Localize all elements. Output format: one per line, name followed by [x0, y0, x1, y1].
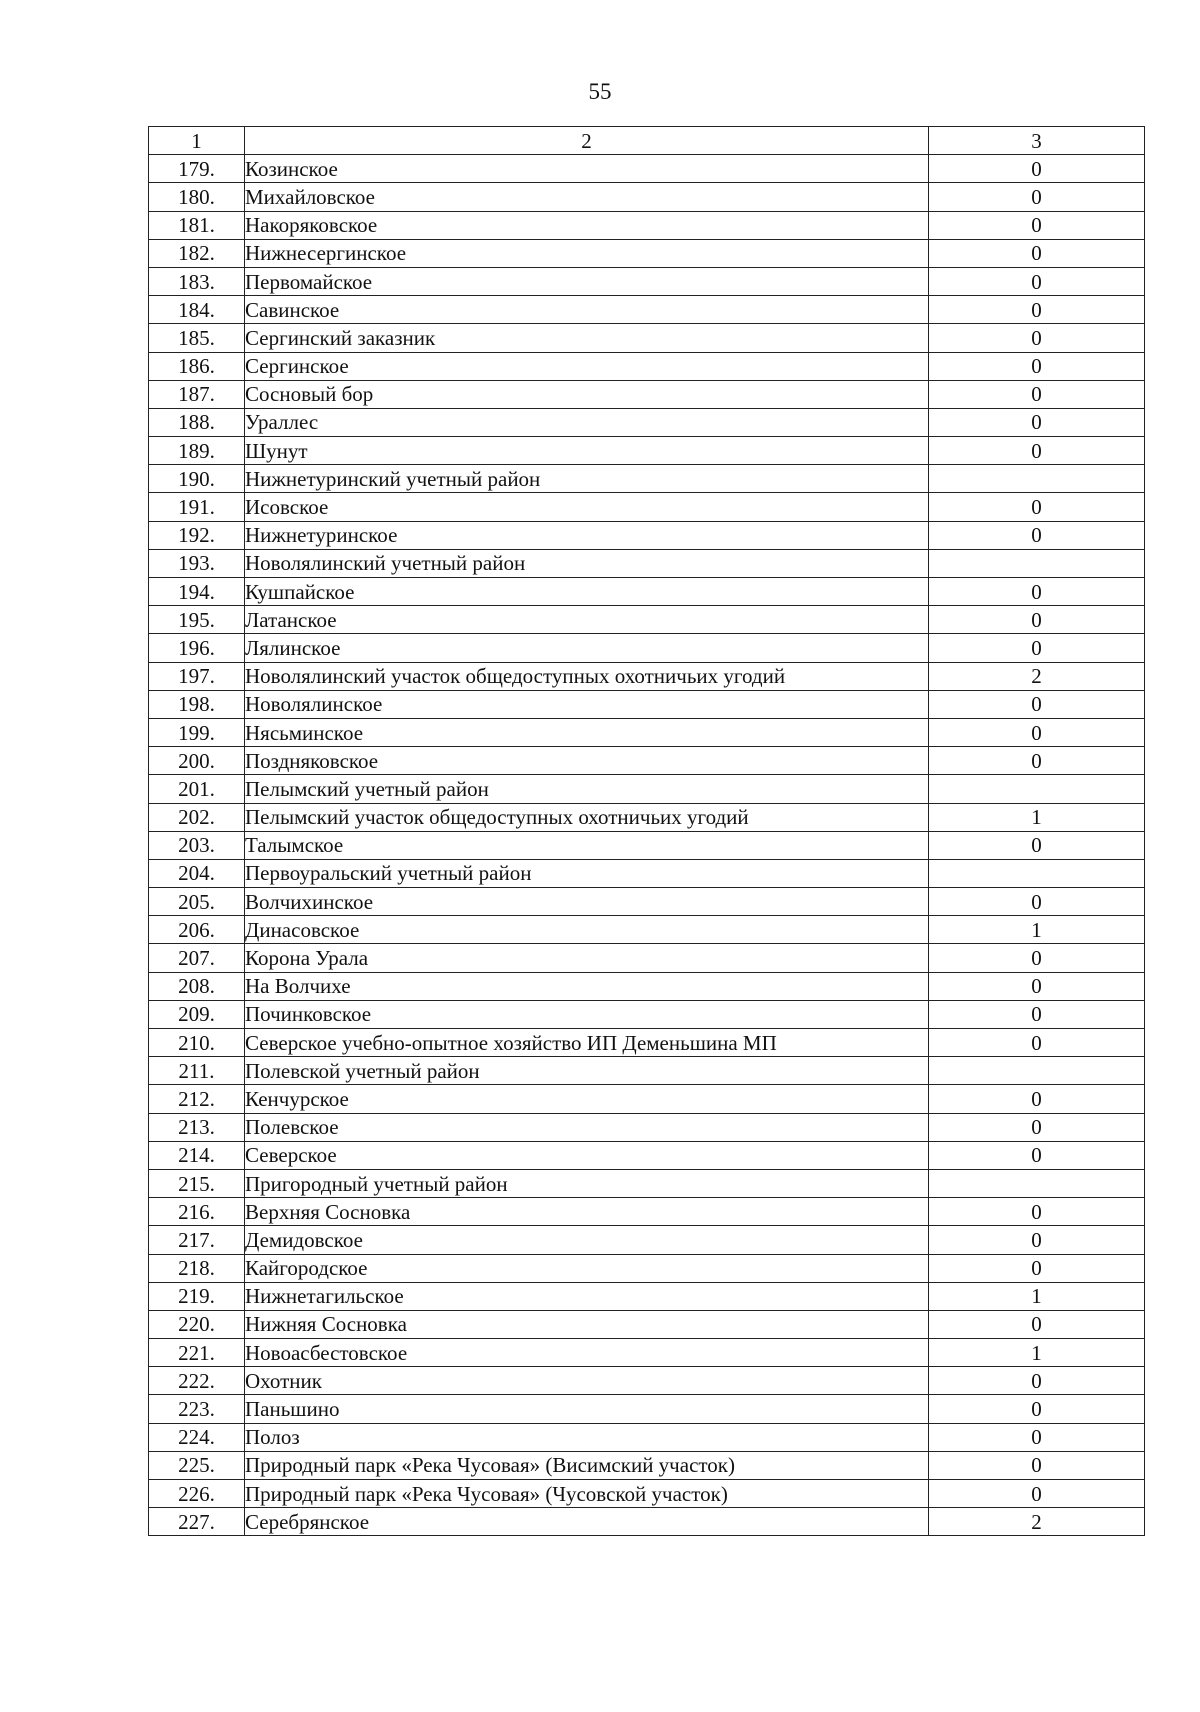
- table-row: [149, 1339, 1145, 1367]
- row-number-cell: 201.: [149, 775, 245, 803]
- row-name-cell: Пригородный учетный район: [245, 1169, 929, 1197]
- row-value-cell: 0: [929, 1198, 1145, 1226]
- row-value-cell: 0: [929, 267, 1145, 295]
- row-number-cell: 183.: [149, 267, 245, 295]
- row-name-cell: Кайгородское: [245, 1254, 929, 1282]
- row-value-cell: 0: [929, 1395, 1145, 1423]
- table-row: [149, 267, 1145, 295]
- table-row: [149, 1226, 1145, 1254]
- row-name-cell: Северское: [245, 1141, 929, 1169]
- row-name-cell: Козинское: [245, 155, 929, 183]
- row-name-cell: Полоз: [245, 1423, 929, 1451]
- row-name-cell: Северское учебно-опытное хозяйство ИП Деменьшина МП: [245, 1029, 929, 1057]
- row-number-cell: 216.: [149, 1198, 245, 1226]
- table-row: [149, 916, 1145, 944]
- row-number-cell: 208.: [149, 972, 245, 1000]
- table-row: [149, 1057, 1145, 1085]
- row-name-cell: Волчихинское: [245, 888, 929, 916]
- row-number-cell: 224.: [149, 1423, 245, 1451]
- row-value-cell: 0: [929, 408, 1145, 436]
- row-number-cell: 214.: [149, 1141, 245, 1169]
- row-value-cell: 0: [929, 1000, 1145, 1028]
- row-number-cell: 191.: [149, 493, 245, 521]
- row-value-cell: 0: [929, 1113, 1145, 1141]
- table-row: [149, 944, 1145, 972]
- table-row: [149, 437, 1145, 465]
- row-value-cell: [929, 465, 1145, 493]
- row-value-cell: [929, 859, 1145, 887]
- row-number-cell: 215.: [149, 1169, 245, 1197]
- row-name-cell: Сосновый бор: [245, 380, 929, 408]
- table-row: [149, 1451, 1145, 1479]
- row-value-cell: 0: [929, 1029, 1145, 1057]
- row-number-cell: 211.: [149, 1057, 245, 1085]
- row-value-cell: 0: [929, 296, 1145, 324]
- row-value-cell: 0: [929, 747, 1145, 775]
- row-value-cell: 0: [929, 972, 1145, 1000]
- row-name-cell: Шунут: [245, 437, 929, 465]
- row-value-cell: 0: [929, 1085, 1145, 1113]
- row-number-cell: 225.: [149, 1451, 245, 1479]
- table-row: [149, 380, 1145, 408]
- row-value-cell: 0: [929, 352, 1145, 380]
- row-value-cell: 2: [929, 1508, 1145, 1536]
- row-number-cell: 226.: [149, 1480, 245, 1508]
- row-name-cell: Нижнетуринское: [245, 521, 929, 549]
- row-name-cell: Первомайское: [245, 267, 929, 295]
- row-name-cell: Новолялинское: [245, 690, 929, 718]
- table-row: [149, 1169, 1145, 1197]
- row-name-cell: Накоряковское: [245, 211, 929, 239]
- table-row: [149, 183, 1145, 211]
- row-value-cell: [929, 1057, 1145, 1085]
- data-table: [148, 126, 1145, 1536]
- table-row: [149, 211, 1145, 239]
- table-body: [149, 127, 1145, 1536]
- row-name-cell: Пелымский учетный район: [245, 775, 929, 803]
- row-name-cell: Нижняя Сосновка: [245, 1310, 929, 1338]
- row-number-cell: 184.: [149, 296, 245, 324]
- table-row: [149, 1085, 1145, 1113]
- row-number-cell: 189.: [149, 437, 245, 465]
- row-name-cell: Ураллес: [245, 408, 929, 436]
- table-row: [149, 1508, 1145, 1536]
- row-name-cell: Сергинский заказник: [245, 324, 929, 352]
- row-name-cell: Новоасбестовское: [245, 1339, 929, 1367]
- row-number-cell: 179.: [149, 155, 245, 183]
- table-row: [149, 662, 1145, 690]
- row-name-cell: Михайловское: [245, 183, 929, 211]
- row-value-cell: 0: [929, 1480, 1145, 1508]
- row-value-cell: 0: [929, 437, 1145, 465]
- table-row: [149, 634, 1145, 662]
- row-name-cell: Пелымский участок общедоступных охотничьих угодий: [245, 803, 929, 831]
- table-row: [149, 324, 1145, 352]
- row-number-cell: 198.: [149, 690, 245, 718]
- row-name-cell: Поздняковское: [245, 747, 929, 775]
- column-header-name: 2: [245, 127, 929, 155]
- row-value-cell: 0: [929, 211, 1145, 239]
- row-value-cell: 0: [929, 380, 1145, 408]
- row-number-cell: 187.: [149, 380, 245, 408]
- row-name-cell: Савинское: [245, 296, 929, 324]
- page-number: 55: [588, 79, 612, 104]
- row-name-cell: Паньшино: [245, 1395, 929, 1423]
- row-name-cell: Первоуральский учетный район: [245, 859, 929, 887]
- row-name-cell: Корона Урала: [245, 944, 929, 972]
- row-value-cell: 0: [929, 1254, 1145, 1282]
- row-number-cell: 207.: [149, 944, 245, 972]
- table-row: [149, 690, 1145, 718]
- row-number-cell: 203.: [149, 831, 245, 859]
- row-value-cell: 0: [929, 155, 1145, 183]
- table-row: [149, 803, 1145, 831]
- row-value-cell: 0: [929, 1226, 1145, 1254]
- row-name-cell: Охотник: [245, 1367, 929, 1395]
- row-number-cell: 199.: [149, 718, 245, 746]
- row-number-cell: 204.: [149, 859, 245, 887]
- row-value-cell: 1: [929, 1339, 1145, 1367]
- table-row: [149, 578, 1145, 606]
- row-name-cell: Природный парк «Река Чусовая» (Висимский участок): [245, 1451, 929, 1479]
- table-row: [149, 859, 1145, 887]
- row-number-cell: 195.: [149, 606, 245, 634]
- row-number-cell: 217.: [149, 1226, 245, 1254]
- row-number-cell: 210.: [149, 1029, 245, 1057]
- row-name-cell: Исовское: [245, 493, 929, 521]
- row-number-cell: 212.: [149, 1085, 245, 1113]
- table-row: [149, 408, 1145, 436]
- row-number-cell: 213.: [149, 1113, 245, 1141]
- row-name-cell: Новолялинский учетный район: [245, 549, 929, 577]
- row-value-cell: 0: [929, 578, 1145, 606]
- row-name-cell: Демидовское: [245, 1226, 929, 1254]
- row-number-cell: 196.: [149, 634, 245, 662]
- row-number-cell: 209.: [149, 1000, 245, 1028]
- row-number-cell: 222.: [149, 1367, 245, 1395]
- row-number-cell: 220.: [149, 1310, 245, 1338]
- row-name-cell: Полевское: [245, 1113, 929, 1141]
- row-value-cell: 0: [929, 606, 1145, 634]
- table-row: [149, 1000, 1145, 1028]
- row-number-cell: 197.: [149, 662, 245, 690]
- row-number-cell: 182.: [149, 239, 245, 267]
- row-name-cell: Починковское: [245, 1000, 929, 1028]
- table-row: [149, 1367, 1145, 1395]
- row-name-cell: Нижнетагильское: [245, 1282, 929, 1310]
- row-number-cell: 180.: [149, 183, 245, 211]
- row-value-cell: 0: [929, 521, 1145, 549]
- table-row: [149, 352, 1145, 380]
- row-number-cell: 223.: [149, 1395, 245, 1423]
- row-number-cell: 192.: [149, 521, 245, 549]
- table-row: [149, 1254, 1145, 1282]
- row-number-cell: 219.: [149, 1282, 245, 1310]
- row-number-cell: 193.: [149, 549, 245, 577]
- row-name-cell: Верхняя Сосновка: [245, 1198, 929, 1226]
- row-value-cell: 0: [929, 718, 1145, 746]
- row-value-cell: 0: [929, 1451, 1145, 1479]
- row-value-cell: 2: [929, 662, 1145, 690]
- row-value-cell: 0: [929, 831, 1145, 859]
- row-name-cell: Новолялинский участок общедоступных охотничьих угодий: [245, 662, 929, 690]
- row-number-cell: 190.: [149, 465, 245, 493]
- row-name-cell: На Волчихе: [245, 972, 929, 1000]
- row-value-cell: 0: [929, 239, 1145, 267]
- row-number-cell: 181.: [149, 211, 245, 239]
- row-value-cell: 0: [929, 183, 1145, 211]
- table-row: [149, 775, 1145, 803]
- row-value-cell: 1: [929, 1282, 1145, 1310]
- table-row: [149, 1282, 1145, 1310]
- table-row: [149, 1113, 1145, 1141]
- table-row: [149, 1198, 1145, 1226]
- row-name-cell: Динасовское: [245, 916, 929, 944]
- row-name-cell: Латанское: [245, 606, 929, 634]
- row-number-cell: 202.: [149, 803, 245, 831]
- table-row: [149, 1141, 1145, 1169]
- table-row: [149, 747, 1145, 775]
- row-value-cell: [929, 1169, 1145, 1197]
- table-row: [149, 1310, 1145, 1338]
- table-row: [149, 972, 1145, 1000]
- table-row: [149, 1029, 1145, 1057]
- row-value-cell: [929, 549, 1145, 577]
- column-header-number: 1: [149, 127, 245, 155]
- table-row: [149, 1480, 1145, 1508]
- table-row: [149, 1423, 1145, 1451]
- row-value-cell: 0: [929, 1367, 1145, 1395]
- row-name-cell: Кушпайское: [245, 578, 929, 606]
- table-row: [149, 888, 1145, 916]
- table-row: [149, 831, 1145, 859]
- row-number-cell: 185.: [149, 324, 245, 352]
- table-row: [149, 606, 1145, 634]
- row-value-cell: [929, 775, 1145, 803]
- row-number-cell: 227.: [149, 1508, 245, 1536]
- row-number-cell: 205.: [149, 888, 245, 916]
- row-value-cell: 0: [929, 888, 1145, 916]
- row-name-cell: Серебрянское: [245, 1508, 929, 1536]
- table-row: [149, 239, 1145, 267]
- row-number-cell: 194.: [149, 578, 245, 606]
- table-row: [149, 521, 1145, 549]
- row-value-cell: 1: [929, 916, 1145, 944]
- row-name-cell: Талымское: [245, 831, 929, 859]
- table-row: [149, 1395, 1145, 1423]
- row-number-cell: 200.: [149, 747, 245, 775]
- row-value-cell: 0: [929, 944, 1145, 972]
- row-number-cell: 206.: [149, 916, 245, 944]
- table-row: [149, 549, 1145, 577]
- row-value-cell: 0: [929, 1141, 1145, 1169]
- row-value-cell: 0: [929, 1310, 1145, 1338]
- row-value-cell: 1: [929, 803, 1145, 831]
- row-name-cell: Нижнетуринский учетный район: [245, 465, 929, 493]
- table-row: [149, 296, 1145, 324]
- table-row: [149, 493, 1145, 521]
- row-name-cell: Полевской учетный район: [245, 1057, 929, 1085]
- row-name-cell: Лялинское: [245, 634, 929, 662]
- row-number-cell: 218.: [149, 1254, 245, 1282]
- row-name-cell: Нижнесергинское: [245, 239, 929, 267]
- row-name-cell: Нясьминское: [245, 718, 929, 746]
- row-value-cell: 0: [929, 493, 1145, 521]
- row-number-cell: 188.: [149, 408, 245, 436]
- table-row: [149, 155, 1145, 183]
- row-number-cell: 186.: [149, 352, 245, 380]
- table-row: [149, 465, 1145, 493]
- row-name-cell: Кенчурское: [245, 1085, 929, 1113]
- row-number-cell: 221.: [149, 1339, 245, 1367]
- table-header-row: [149, 127, 1145, 155]
- row-name-cell: Природный парк «Река Чусовая» (Чусовской участок): [245, 1480, 929, 1508]
- table-row: [149, 718, 1145, 746]
- row-value-cell: 0: [929, 1423, 1145, 1451]
- row-value-cell: 0: [929, 324, 1145, 352]
- column-header-value: 3: [929, 127, 1145, 155]
- row-value-cell: 0: [929, 634, 1145, 662]
- row-value-cell: 0: [929, 690, 1145, 718]
- row-name-cell: Сергинское: [245, 352, 929, 380]
